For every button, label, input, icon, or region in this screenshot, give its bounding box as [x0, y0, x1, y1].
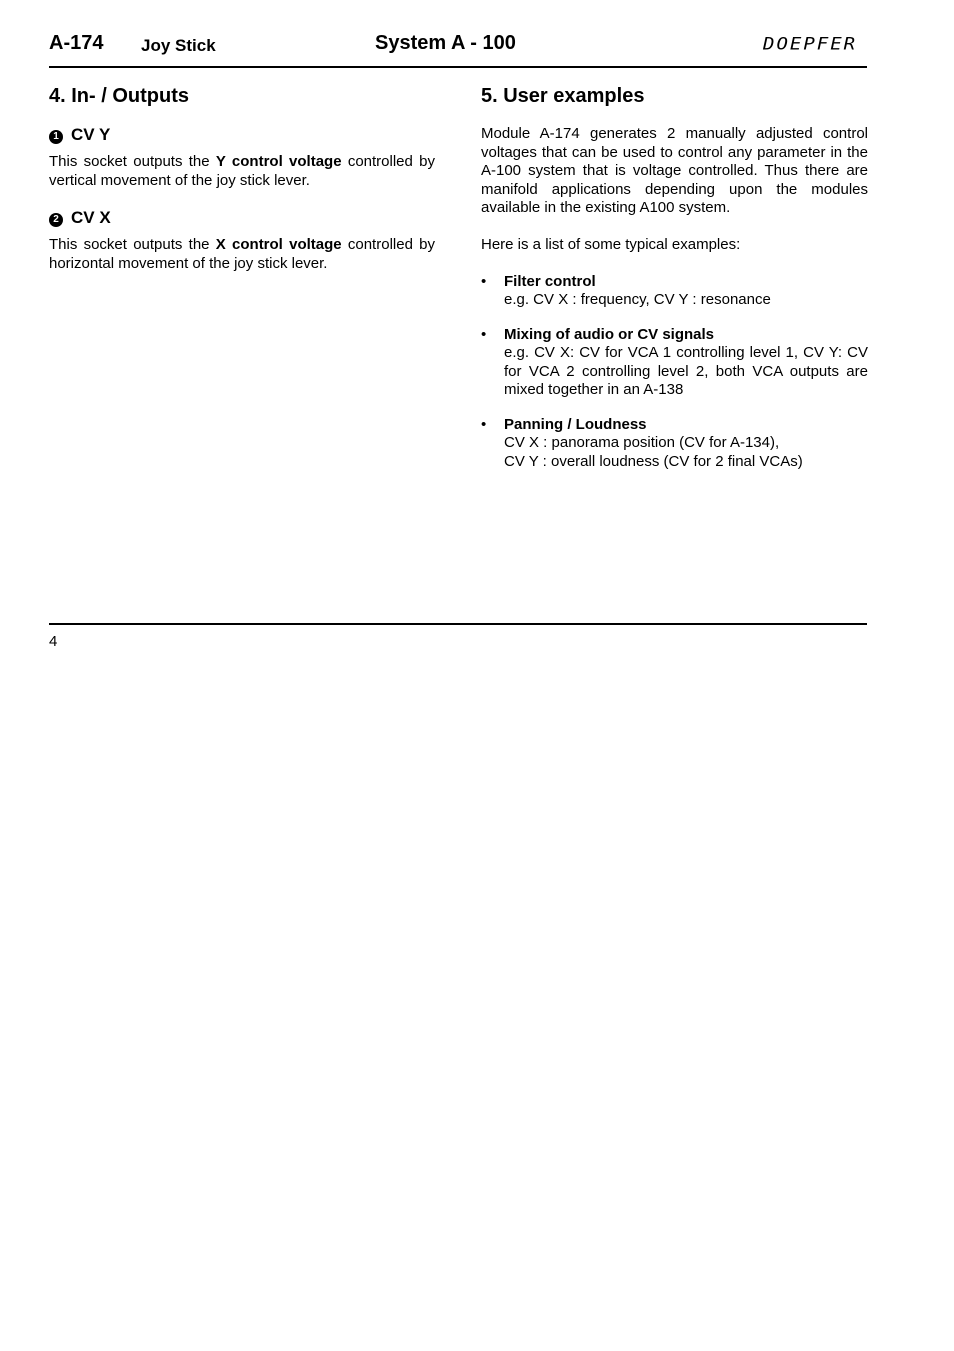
brand-logo: DOEPFER [763, 34, 858, 54]
bullet-icon: • [481, 272, 487, 290]
page-header [49, 28, 867, 68]
module-number: A-174 [49, 32, 104, 54]
example-text: CV Y : overall loudness (CV for 2 final VCAs) [504, 452, 803, 470]
footer-divider [49, 623, 867, 625]
examples-list [481, 273, 868, 472]
system-title: System A - 100 [375, 32, 516, 54]
right-column [481, 82, 868, 487]
text-bold: Y control voltage [215, 153, 342, 170]
subheading-label: CV X [71, 208, 111, 227]
list-item [481, 416, 868, 472]
subheading-cv-x [49, 207, 435, 229]
text: controlled by vertical movement of the joy stick lever. [49, 153, 435, 189]
left-column [49, 82, 435, 273]
section-heading-user-examples: 5. User examples [481, 85, 645, 107]
page-number: 4 [49, 633, 58, 650]
example-title: Panning / Loudness [504, 415, 647, 433]
paragraph-cv-x [49, 236, 435, 273]
module-name: Joy Stick [141, 36, 216, 55]
subheading-label: CV Y [71, 125, 111, 144]
list-item [481, 273, 868, 310]
example-text: CV X : panorama position (CV for A-134), [504, 434, 780, 451]
example-text: e.g. CV X : frequency, CV Y : resonance [504, 291, 771, 308]
text-bold: X control voltage [215, 236, 342, 253]
example-title: Filter control [504, 272, 596, 290]
number-2-icon: 2 [49, 213, 63, 227]
section-heading-in-outputs: 4. In- / Outputs [49, 85, 189, 107]
example-title: Mixing of audio or CV signals [504, 325, 715, 343]
text: This socket outputs the [49, 236, 216, 253]
intro-paragraph: Module A-174 generates 2 manually adjusted control voltages that can be used to control any parameter in the A-100 system that is voltage controlled. Thus there are manifold applications depending upon the modules available in the existing A100 system. [481, 125, 868, 216]
text: controlled by horizontal movement of the joy stick lever. [49, 236, 436, 272]
number-1-icon: 1 [49, 130, 63, 144]
paragraph-cv-y [49, 153, 435, 190]
example-text: e.g. CV X: CV for VCA 1 controlling level 1, CV Y: CV for VCA 2 controlling level 2, both VCA outputs are mixed together in an A-138 [504, 344, 868, 398]
subheading-cv-y [49, 124, 435, 146]
list-item [481, 326, 868, 400]
bullet-icon: • [481, 325, 487, 343]
text: This socket outputs the [49, 153, 216, 170]
bullet-icon: • [481, 415, 487, 433]
list-intro: Here is a list of some typical examples: [481, 236, 741, 253]
